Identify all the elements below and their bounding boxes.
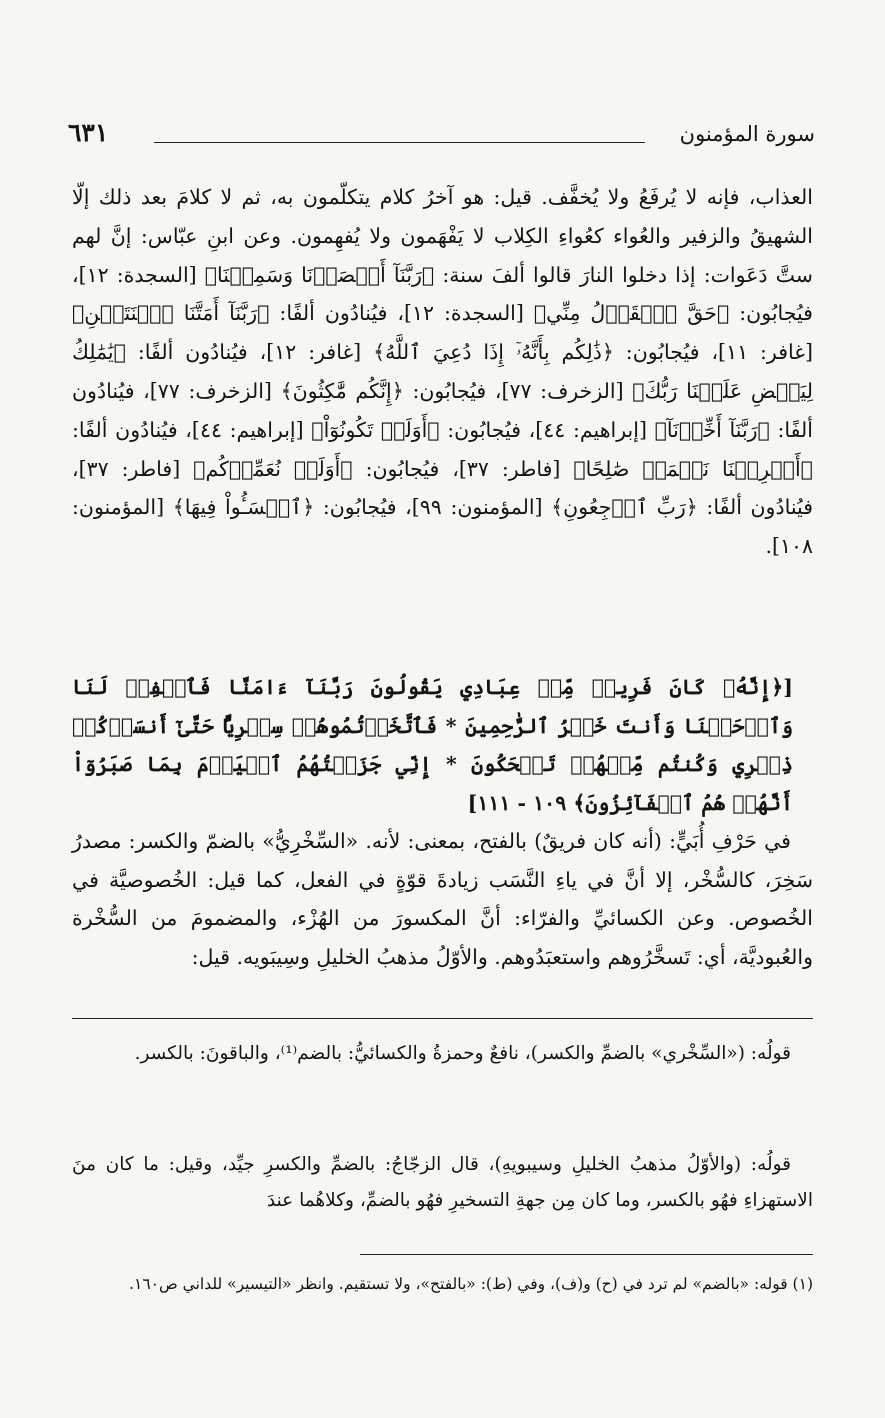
page-number: ٦٣١ [68, 118, 109, 147]
text-divider [72, 1018, 813, 1019]
header-rule [154, 142, 645, 143]
gloss-text-2: قولُه: (والأوّلُ مذهبُ الخليلِ وسيبويهِ)، قال الزجّاجُ: بالضمِّ والكسرِ جيِّد، وقيل: ما كان منَ الاستهزاءِ فهُو بالكسر، وما كان مِن جهةِ التسخيرِ فهُو بالضمِّ، وكلاهُما عندَ [72, 1154, 813, 1211]
footnote-divider [360, 1254, 813, 1255]
commentary-paragraph: العذاب، فإنه لا يُرفَعُ ولا يُخفَّف. قيل: هو آخرُ كلام يتكلّمون به، ثم لا كلامَ بعد ذلك إلّا الشهيقُ والزفير والعُواء كعُواءِ الكِلاب لا يَفْهَمون ولا يُفهِمون. وعن ابنِ عبّاس: إنَّ لهم ستَّ دَعَوات: إذا دخلوا النارَ قالوا ألفَ سنة: ﴿رَبَّنَآ أَبۡصَرۡنَا وَسَمِعۡنَا﴾ [السجدة: ١٢]، فيُجابُون: ﴿حَقَّ ٱلۡقَوۡلُ مِنِّي﴾ [السجدة: ١٢]، فيُنادُون ألفًا: ﴿رَبَّنَآ أَمَتَّنَا ٱثۡنَتَيۡنِ﴾ [غافر: ١١]، فيُجابُون: ﴿ذَٰلِكُم بِأَنَّهُۥٓ إِذَا دُعِيَ ٱللَّهُ﴾ [غافر: ١٢]، فيُنادُون ألفًا: ﴿يَٰمَٰلِكُ لِيَقۡضِ عَلَيۡنَا رَبُّكَ﴾ [الزخرف: ٧٧]، فيُجابُون: ﴿إِنَّكُم مَّٰكِثُونَ﴾ [الزخرف: ٧٧]، فيُنادُون ألفًا: ﴿رَبَّنَآ أَخِّرۡنَآ﴾ [إبراهيم: ٤٤]، فيُجابُون: ﴿أَوَلَمۡ تَكُونُوٓاْ﴾ [إبراهيم: ٤٤]، فيُنادُون ألفًا: ﴿أَخۡرِجۡنَا نَعۡمَلۡ صَٰلِحًا﴾ [فاطر: ٣٧]، فيُجابُون: ﴿أَوَلَمۡ نُعَمِّرۡكُم﴾ [فاطر: ٣٧]، فيُنادُون ألفًا: ﴿رَبِّ ٱرۡجِعُونِ﴾ [المؤمنون: ٩٩]، فيُجابُون: ﴿ٱخۡسَـُٔواْ فِيهَا﴾ [المؤمنون: ١٠٨]. [72, 185, 813, 559]
gloss-paragraph-1 [72, 1036, 813, 1072]
quran-verse-block: [﴿إِنَّهُۥ كَانَ فَرِيقٞ مِّنۡ عِبَادِي يَقُولُونَ رَبَّنَآ ءَامَنَّا فَٱغۡفِرۡ لَنَا وَٱرۡحَمۡنَا وَأَنتَ خَيۡرُ ٱلرَّٰحِمِينَ * فَٱتَّخَذۡتُمُوهُمۡ سِخۡرِيًّا حَتَّىٰٓ أَنسَوۡكُمۡ ذِكۡرِي وَكُنتُم مِّنۡهُمۡ تَضۡحَكُونَ * إِنِّي جَزَيۡتُهُمُ ٱلۡيَوۡمَ بِمَا صَبَرُوٓاْ أَنَّهُمۡ هُمُ ٱلۡفَآئِزُونَ﴾ ١٠٩ - ١١١] [72, 675, 793, 815]
commentary-text: في حَرْفِ أُبَيٍّ: (أنه كان فريقٌ) بالفتح، بمعنى: لأنه. «السِّخْرِيُّ» بالضمّ والكسر: مصدرُ سَخِرَ، كالسُّخْر، إلا أنَّ في ياءِ النَّسَب زيادةَ قوّةٍ في الفعل، كما قيل: الخُصوصيَّة في الخُصوص. وعن الكسائيِّ والفرّاء: أنَّ المكسورَ من الهُزْء، والمضمومَ من السُّخْرة والعُبوديَّة، أي: تَسخَّرُوهم واستعبَدُوهم. والأوّلُ مذهبُ الخليلِ وسِيبَويه. قيل: [72, 829, 813, 969]
gloss-paragraph-2 [72, 1147, 813, 1218]
footnote: (١) قوله: «بالضم» لم ترد في (ح) و(ف)، وفي (ط): «بالفتح»، ولا تستقيم. وانظر «التيسير» للداني ص١٦٠. [129, 1275, 813, 1293]
page-header [68, 118, 815, 158]
gloss-text-1: قولُه: («السِّخْري» بالضمِّ والكسر)، نافعٌ وحمزةُ والكسائيُّ: بالضم⁽¹⁾، والباقونَ: بالكسر. [134, 1043, 791, 1064]
commentary-paragraph-2 [72, 822, 813, 976]
surah-title: سورة المؤمنون [679, 122, 815, 146]
